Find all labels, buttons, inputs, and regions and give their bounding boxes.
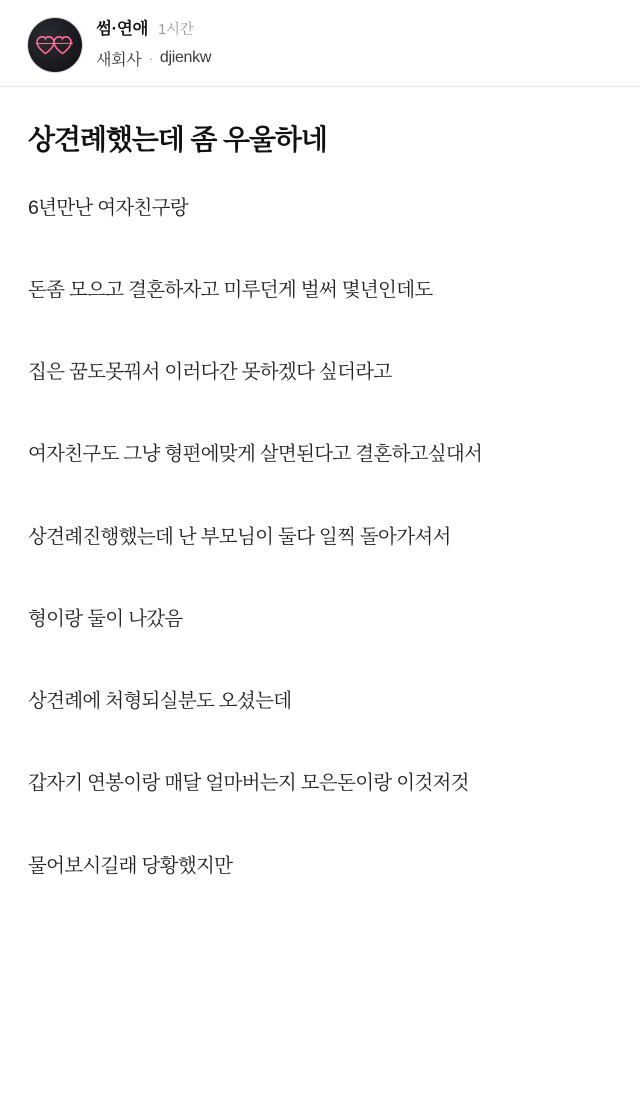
post-paragraph: 여자친구도 그냥 형편에맞게 살면된다고 결혼하고싶대서 [28, 443, 483, 466]
post-paragraph: 상견례에 처형되실분도 오셨는데 [28, 690, 292, 713]
post-meta-line-1 [96, 20, 211, 40]
post-paragraph: 상견례진행했는데 난 부모님이 둘다 일찍 돌아가셔서 [28, 525, 451, 548]
post-paragraph: 돈좀 모으고 결혼하자고 미루던게 벌써 몇년인데도 [28, 279, 433, 302]
post-body [0, 87, 640, 921]
page-title: 상견례했는데 좀 우울하네 [28, 124, 327, 155]
post-meta-line-2 [96, 47, 211, 70]
post-header [0, 0, 640, 87]
two-pink-hearts-icon [35, 34, 75, 56]
post-paragraph: 집은 꿈도못꿔서 이러다간 못하겠다 싶더라고 [28, 361, 392, 384]
post-meta [96, 18, 211, 70]
author-name[interactable]: djienkw [159, 49, 212, 67]
avatar[interactable] [28, 18, 82, 72]
post-paragraph: 물어보시길래 당황했지만 [28, 854, 233, 877]
post-paragraph: 6년만난 여자친구랑 [28, 196, 188, 219]
channel-name[interactable]: 썸·연애 [96, 20, 149, 38]
post-paragraph: 형이랑 둘이 나갔음 [28, 607, 183, 630]
post-paragraph: 갑자기 연봉이랑 매달 얼마버는지 모은돈이랑 이것저것 [28, 772, 469, 795]
board-name[interactable]: 새회사 [96, 51, 142, 69]
meta-separator: · [148, 50, 153, 67]
post-time: 1시간 [158, 22, 194, 38]
